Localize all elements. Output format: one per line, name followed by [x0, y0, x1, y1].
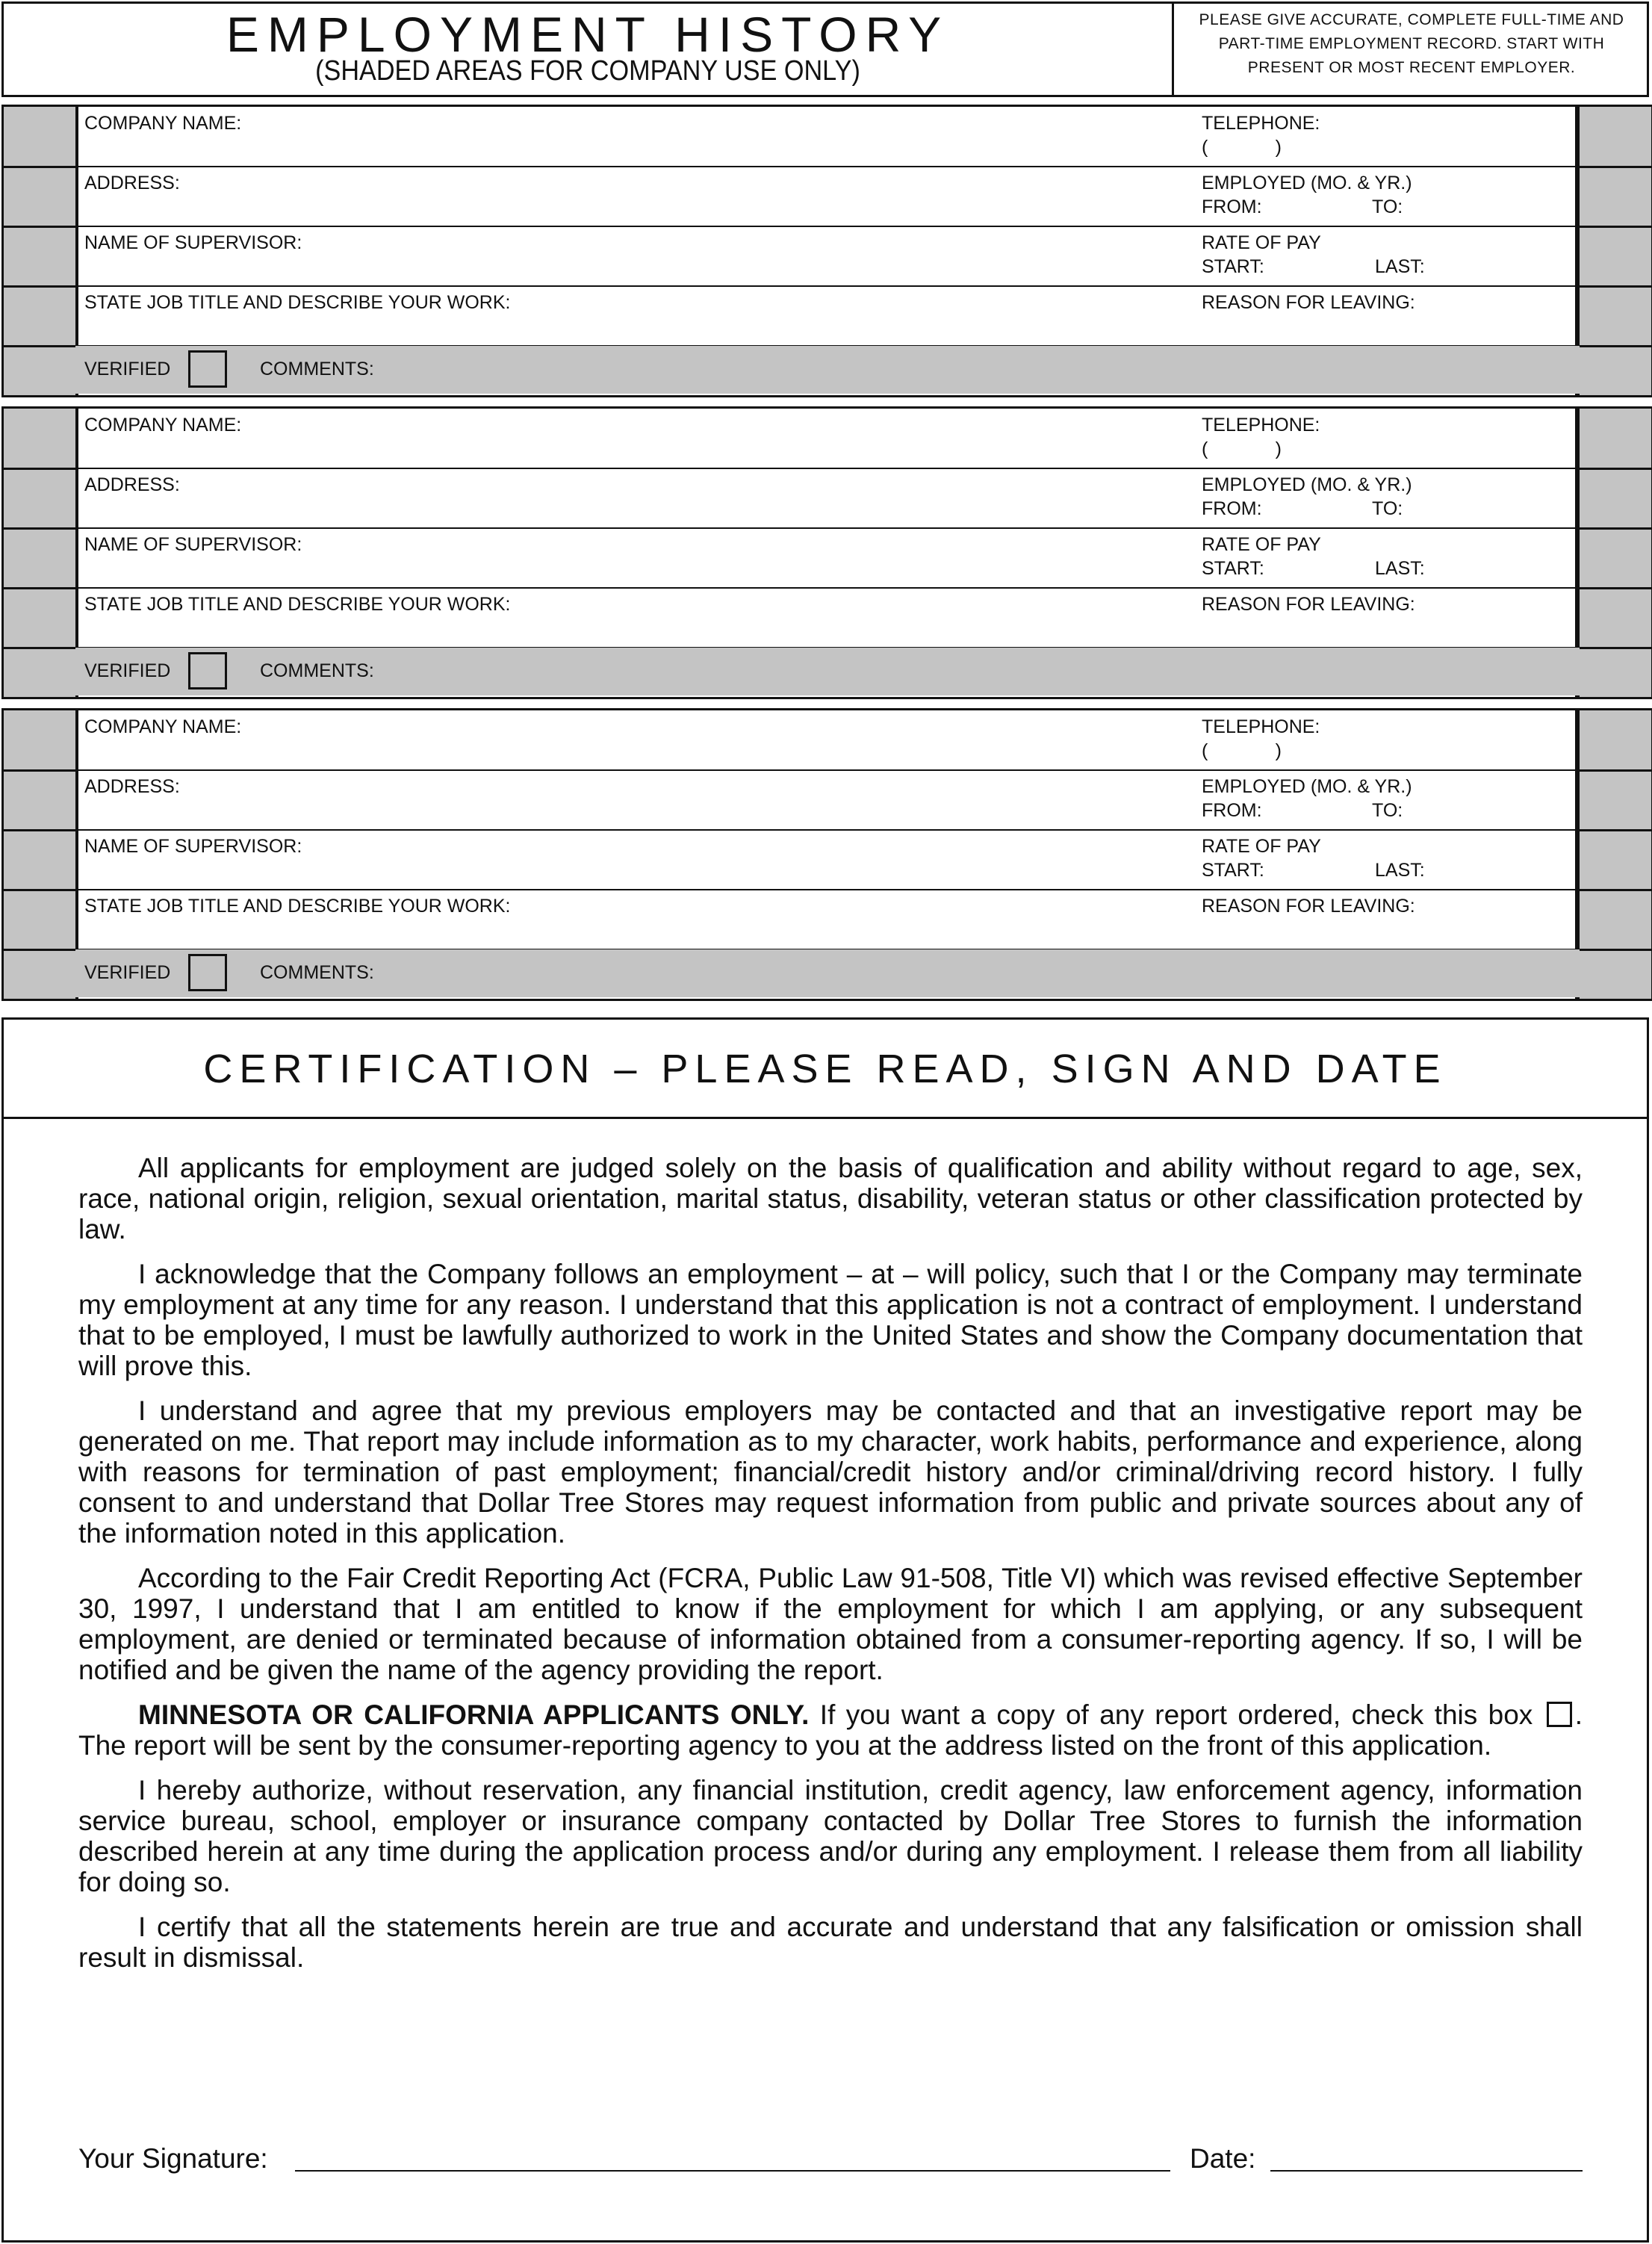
pay-last-field[interactable]: LAST:: [1375, 558, 1425, 579]
gutter-divider: [1580, 226, 1651, 228]
cert-paragraph: All applicants for employment are judged solely on the basis of qualification and ability without regard to age, sex, race, national origin, religion, sexual orientation, marital status, disability, veteran status or other classification protected by law.: [78, 1153, 1583, 1245]
reason-for-leaving-field[interactable]: REASON FOR LEAVING:: [1202, 594, 1415, 615]
pay-start-field[interactable]: START:: [1202, 860, 1264, 881]
header-title-cell: [4, 4, 1174, 95]
pay-last-field[interactable]: LAST:: [1375, 256, 1425, 277]
gutter-divider: [4, 167, 75, 168]
certification-section: [1, 1017, 1649, 2243]
rate-of-pay-label: RATE OF PAY: [1202, 232, 1321, 253]
company-name-field[interactable]: COMPANY NAME:: [84, 415, 242, 436]
cert-paragraph: According to the Fair Credit Reporting Act (FCRA, Public Law 91-508, Title VI) which was revised effective September 30, 1997, I understand that I am entitled to know if the employment for which I am applying, or any subsequent employment, are denied or terminated because of information obtained from a consumer-reporting agency. If so, I will be notified and be given the name of the agency providing the report.: [78, 1563, 1583, 1685]
employer-block: [1, 406, 1652, 699]
certification-heading: CERTIFICATION – PLEASE READ, SIGN AND DATE: [4, 1020, 1647, 1119]
comments-field[interactable]: COMMENTS:: [260, 660, 374, 681]
signature-row: [78, 2140, 1583, 2178]
cert-paragraph: I hereby authorize, without reservation, any financial institution, credit agency, law enforcement agency, information service bureau, school, employer or insurance company contacted by Dollar Tree Stores to furnish the information described herein at any time during the application process and/or during any employment. I release them from all liability for doing so.: [78, 1775, 1583, 1897]
supervisor-field[interactable]: NAME OF SUPERVISOR:: [84, 232, 302, 253]
address-row: [4, 770, 1651, 831]
employed-to-field[interactable]: TO:: [1372, 800, 1403, 821]
telephone-area-code: ( ): [1202, 438, 1282, 459]
reason-for-leaving-field[interactable]: REASON FOR LEAVING:: [1202, 896, 1415, 917]
mn-ca-text: If you want a copy of any report ordered, check this box: [809, 1699, 1533, 1730]
cert-paragraph: I certify that all the statements herein are true and accurate and understand that any falsification or omission shall result in dismissal.: [78, 1912, 1583, 1973]
employed-to-field[interactable]: TO:: [1372, 498, 1403, 519]
address-field[interactable]: ADDRESS:: [84, 474, 180, 495]
gutter-divider: [4, 588, 75, 589]
telephone-area-code: ( ): [1202, 137, 1282, 158]
gutter-divider: [4, 830, 75, 831]
rate-of-pay-label: RATE OF PAY: [1202, 836, 1321, 857]
job-title-row: [4, 890, 1651, 950]
verified-label: VERIFIED: [84, 660, 171, 681]
verification-row: [4, 346, 1651, 394]
gutter-divider: [1580, 588, 1651, 589]
comments-field[interactable]: COMMENTS:: [260, 359, 374, 379]
signature-line[interactable]: [295, 2170, 1170, 2172]
cert-paragraph: I understand and agree that my previous employers may be contacted and that an investigative report may be generated on me. That report may include information as to my character, work habits, performance and experience, along with reasons for termination of past employment; financial/credit history and/or criminal/driving record history. I fully consent to and understand that Dollar Tree Stores may request information from public and private sources about any of the information noted in this application.: [78, 1395, 1583, 1549]
employer-block: [1, 708, 1652, 1001]
employed-label: EMPLOYED (MO. & YR.): [1202, 776, 1412, 797]
verification-row: [4, 949, 1651, 997]
company-name-row: [4, 409, 1651, 469]
company-name-row: [4, 107, 1651, 167]
job-title-field[interactable]: STATE JOB TITLE AND DESCRIBE YOUR WORK:: [84, 896, 511, 917]
employed-label: EMPLOYED (MO. & YR.): [1202, 173, 1412, 193]
gutter-divider: [1580, 346, 1651, 347]
date-label: Date:: [1190, 2143, 1256, 2174]
instructions-text: PLEASE GIVE ACCURATE, COMPLETE FULL-TIME AND PART-TIME EMPLOYMENT RECORD. START WITH PRESENT OR MOST RECENT EMPLOYER.: [1199, 11, 1624, 76]
report-copy-checkbox[interactable]: [1547, 1702, 1572, 1727]
telephone-field[interactable]: TELEPHONE:: [1202, 415, 1320, 436]
verified-checkbox[interactable]: [188, 350, 227, 388]
address-field[interactable]: ADDRESS:: [84, 776, 180, 797]
gutter-divider: [1580, 468, 1651, 470]
employer-block: [1, 105, 1652, 397]
form-header: [1, 1, 1649, 97]
employed-from-field[interactable]: FROM:: [1202, 800, 1262, 821]
verified-checkbox[interactable]: [188, 954, 227, 991]
gutter-divider: [4, 286, 75, 288]
supervisor-row: [4, 528, 1651, 589]
gutter-divider: [1580, 770, 1651, 772]
mn-ca-text-continued: . The report will be sent by the consumer-reporting agency to you at the address listed on the front of this application.: [78, 1699, 1583, 1761]
gutter-divider: [1580, 528, 1651, 530]
certification-body: [78, 1153, 1583, 1987]
verified-checkbox[interactable]: [188, 652, 227, 689]
signature-label: Your Signature:: [78, 2143, 268, 2174]
gutter-divider: [4, 468, 75, 470]
page-subtitle: (SHADED AREAS FOR COMPANY USE ONLY): [315, 55, 860, 87]
address-field[interactable]: ADDRESS:: [84, 173, 180, 193]
gutter-divider: [1580, 648, 1651, 649]
gutter-divider: [4, 346, 75, 347]
supervisor-row: [4, 830, 1651, 890]
address-row: [4, 468, 1651, 529]
pay-last-field[interactable]: LAST:: [1375, 860, 1425, 881]
verification-row: [4, 648, 1651, 695]
gutter-divider: [4, 226, 75, 228]
telephone-field[interactable]: TELEPHONE:: [1202, 716, 1320, 737]
employed-to-field[interactable]: TO:: [1372, 196, 1403, 217]
employed-from-field[interactable]: FROM:: [1202, 196, 1262, 217]
company-name-row: [4, 710, 1651, 771]
gutter-divider: [4, 648, 75, 649]
company-name-field[interactable]: COMPANY NAME:: [84, 716, 242, 737]
company-name-field[interactable]: COMPANY NAME:: [84, 113, 242, 134]
supervisor-field[interactable]: NAME OF SUPERVISOR:: [84, 534, 302, 555]
gutter-divider: [4, 949, 75, 951]
verified-label: VERIFIED: [84, 962, 171, 983]
supervisor-row: [4, 226, 1651, 287]
mn-ca-paragraph: [78, 1699, 1583, 1761]
gutter-divider: [1580, 167, 1651, 168]
job-title-row: [4, 588, 1651, 648]
mn-ca-heading: MINNESOTA OR CALIFORNIA APPLICANTS ONLY.: [138, 1699, 810, 1730]
gutter-divider: [1580, 949, 1651, 951]
telephone-area-code: ( ): [1202, 740, 1282, 761]
job-title-field[interactable]: STATE JOB TITLE AND DESCRIBE YOUR WORK:: [84, 594, 511, 615]
rate-of-pay-label: RATE OF PAY: [1202, 534, 1321, 555]
gutter-divider: [4, 528, 75, 530]
gutter-divider: [1580, 830, 1651, 831]
comments-field[interactable]: COMMENTS:: [260, 962, 374, 983]
employed-label: EMPLOYED (MO. & YR.): [1202, 474, 1412, 495]
gutter-divider: [4, 890, 75, 891]
date-line[interactable]: [1270, 2170, 1583, 2172]
job-title-field[interactable]: STATE JOB TITLE AND DESCRIBE YOUR WORK:: [84, 292, 511, 313]
page-title: EMPLOYMENT HISTORY: [226, 7, 950, 62]
cert-paragraph: I acknowledge that the Company follows an employment – at – will policy, such that I or the Company may terminate my employment at any time for any reason. I understand that this application is not a contract of employment. I understand that to be employed, I must be lawfully authorized to work in the United States and show the Company documentation that will prove this.: [78, 1259, 1583, 1381]
pay-start-field[interactable]: START:: [1202, 558, 1264, 579]
verified-label: VERIFIED: [84, 359, 171, 379]
pay-start-field[interactable]: START:: [1202, 256, 1264, 277]
gutter-divider: [4, 770, 75, 772]
supervisor-field[interactable]: NAME OF SUPERVISOR:: [84, 836, 302, 857]
employed-from-field[interactable]: FROM:: [1202, 498, 1262, 519]
reason-for-leaving-field[interactable]: REASON FOR LEAVING:: [1202, 292, 1415, 313]
gutter-divider: [1580, 890, 1651, 891]
telephone-field[interactable]: TELEPHONE:: [1202, 113, 1320, 134]
gutter-divider: [1580, 286, 1651, 288]
job-title-row: [4, 286, 1651, 347]
address-row: [4, 167, 1651, 227]
